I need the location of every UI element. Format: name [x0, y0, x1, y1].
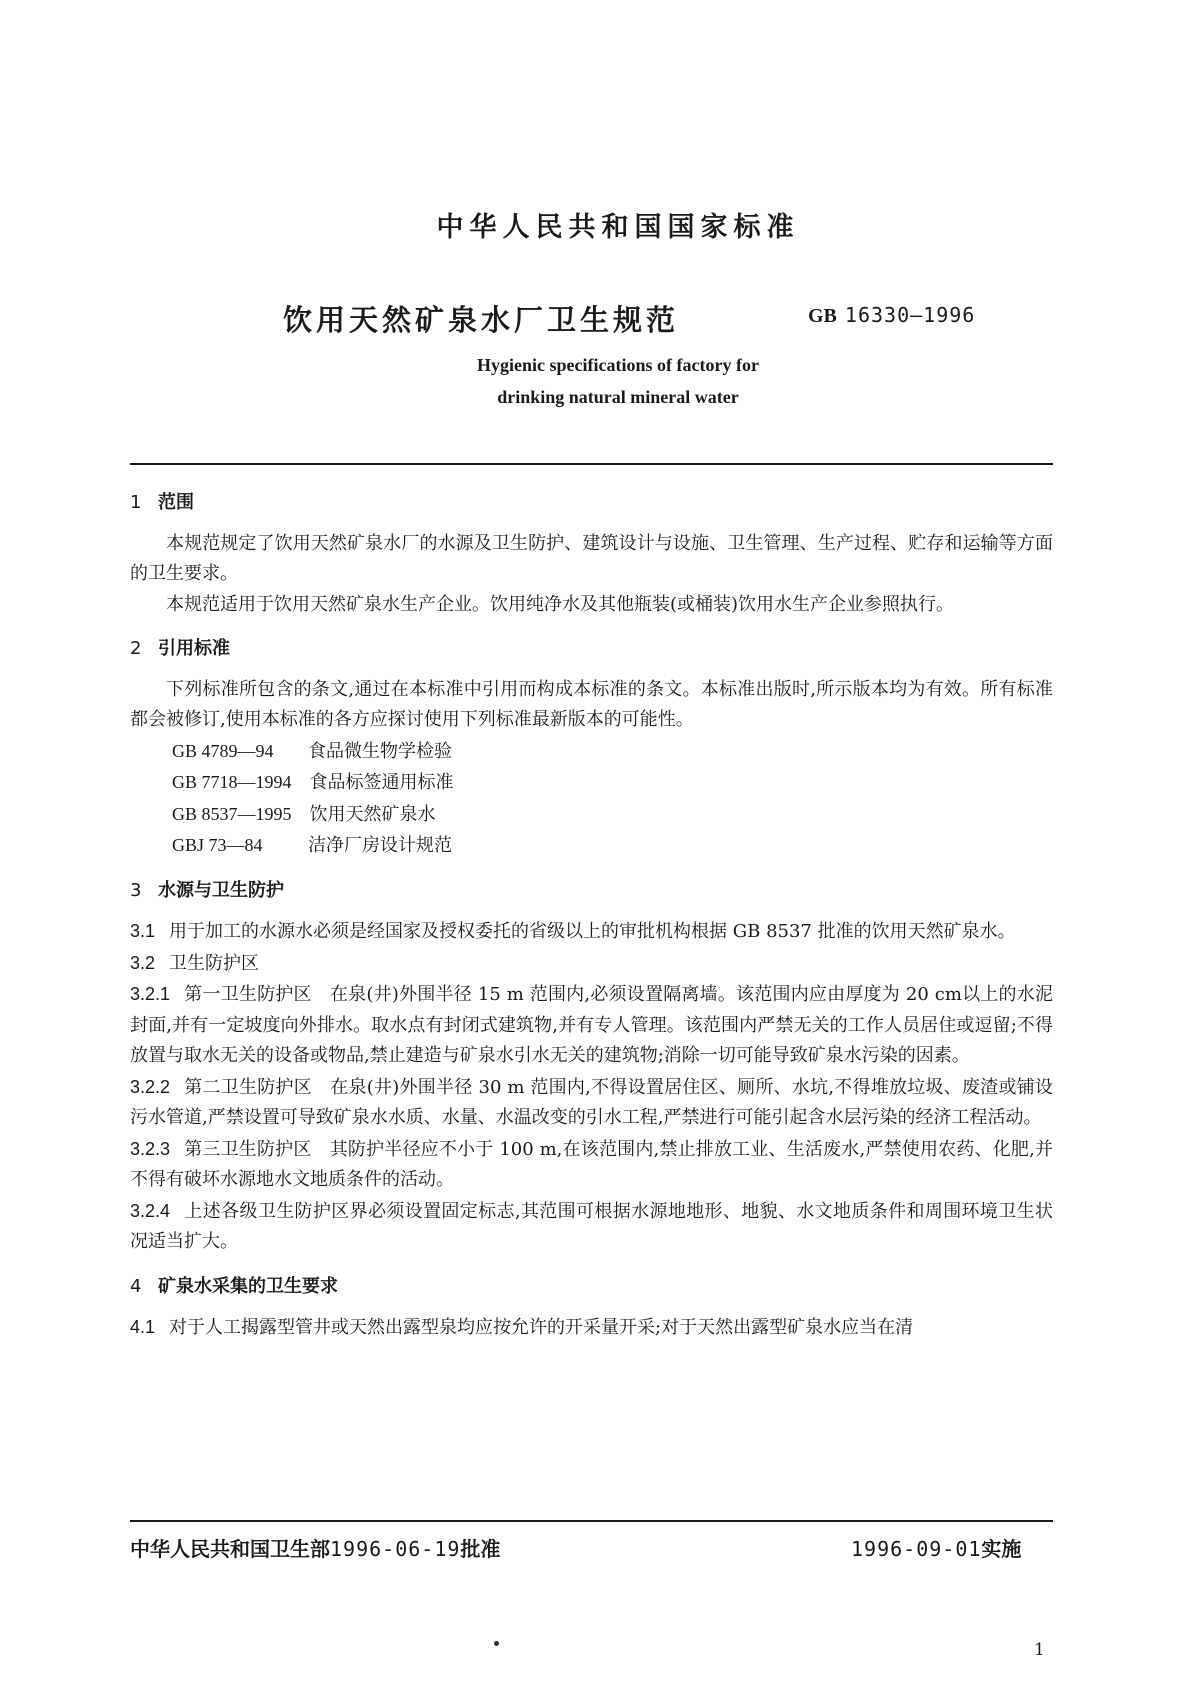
standard-code [808, 303, 975, 328]
effective-date: 1996-09-01 [851, 1537, 982, 1561]
effective-line [851, 1533, 1021, 1562]
paragraph: 下列标准所包含的条文,通过在本标准中引用而构成本标准的条文。本标准出版时,所示版本均为有效。所有标准都会被修订,使用本标准的各方应探讨使用下列标准最新版本的可能性。 [130, 678, 1053, 730]
section-heading-references: 2 引用标准 [130, 638, 230, 659]
approval-date: 1996-06-19 [330, 1537, 461, 1561]
section-heading-scope: 1 范围 [130, 492, 194, 513]
header-divider [130, 463, 1053, 465]
clause: 3.1 用于加工的水源水必须是经国家及授权委托的省级以上的审批机构根据 GB 8537 批准的饮用天然矿泉水。 [130, 921, 1016, 942]
document-body [130, 488, 1053, 1344]
paragraph: 本规范规定了饮用天然矿泉水厂的水源及卫生防护、建筑设计与设施、卫生管理、生产过程、贮存和运输等方面的卫生要求。 [130, 532, 1053, 584]
document-title: 饮用天然矿泉水厂卫生规范 [283, 303, 680, 337]
english-title-line-1: Hygienic specifications of factory for [477, 355, 759, 375]
standard-code-prefix: GB [808, 305, 837, 327]
clause: 3.2.1 第一卫生防护区 在泉(井)外围半径 15 m 范围内,必须设置隔离墙。该范围内应由厚度为 20 cm以上的水泥封面,并有一定坡度向外排水。取水点有封闭式建筑物,并有专人管理。该范围内严禁无关的工作人员居住或逗留;不得放置与取水无关的设备或物品,禁止建造与矿泉水引水无关的建筑物;消除一切可能导致矿泉水污染的因素。 [130, 984, 1053, 1066]
clause: 3.2 卫生防护区 [130, 952, 260, 974]
english-title-line-2: drinking natural mineral water [497, 387, 739, 407]
paragraph: 本规范适用于饮用天然矿泉水生产企业。饮用纯净水及其他瓶装(或桶装)饮用水生产企业参照执行。 [166, 593, 955, 615]
effective-suffix: 实施 [981, 1537, 1022, 1561]
approval-org: 中华人民共和国卫生部 [130, 1537, 330, 1561]
page-number: 1 [1034, 1640, 1045, 1660]
section-heading-water-source: 3 水源与卫生防护 [130, 879, 284, 901]
reference-item: GB 8537—1995 饮用天然矿泉水 [172, 803, 436, 825]
footer-divider [130, 1520, 1053, 1522]
decorative-dot [494, 1641, 499, 1646]
approval-suffix: 批准 [460, 1537, 501, 1561]
clause: 4.1 对于人工揭露型管井或天然出露型泉均应按允许的开采量开采;对于天然出露型矿泉水应当在清 [130, 1317, 914, 1338]
reference-item: GBJ 73—84 洁净厂房设计规范 [172, 835, 452, 856]
approval-line [130, 1533, 500, 1562]
clause: 3.2.3 第三卫生防护区 其防护半径应不小于 100 m,在该范围内,禁止排放工业、生活废水,严禁使用农药、化肥,并不得有破坏水源地水文地质条件的活动。 [130, 1138, 1053, 1190]
section-heading-collection: 4 矿泉水采集的卫生要求 [130, 1275, 338, 1297]
reference-item: GB 7718—1994 食品标签通用标准 [172, 772, 454, 793]
standard-code-number: 16330—1996 [844, 303, 976, 327]
reference-item: GB 4789—94 食品微生物学检验 [172, 740, 452, 762]
clause: 3.2.2 第二卫生防护区 在泉(井)外围半径 30 m 范围内,不得设置居住区、厕所、水坑,不得堆放垃圾、废渣或铺设污水管道,严禁设置可导致矿泉水水质、水量、水温改变的引水工程,严禁进行可能引起含水层污染的经济工程活动。 [130, 1076, 1053, 1128]
national-standard-header: 中华人民共和国国家标准 [436, 212, 800, 243]
clause: 3.2.4 上述各级卫生防护区界必须设置固定标志,其范围可根据水源地地形、地貌、水文地质条件和周围环境卫生状况适当扩大。 [130, 1200, 1053, 1252]
